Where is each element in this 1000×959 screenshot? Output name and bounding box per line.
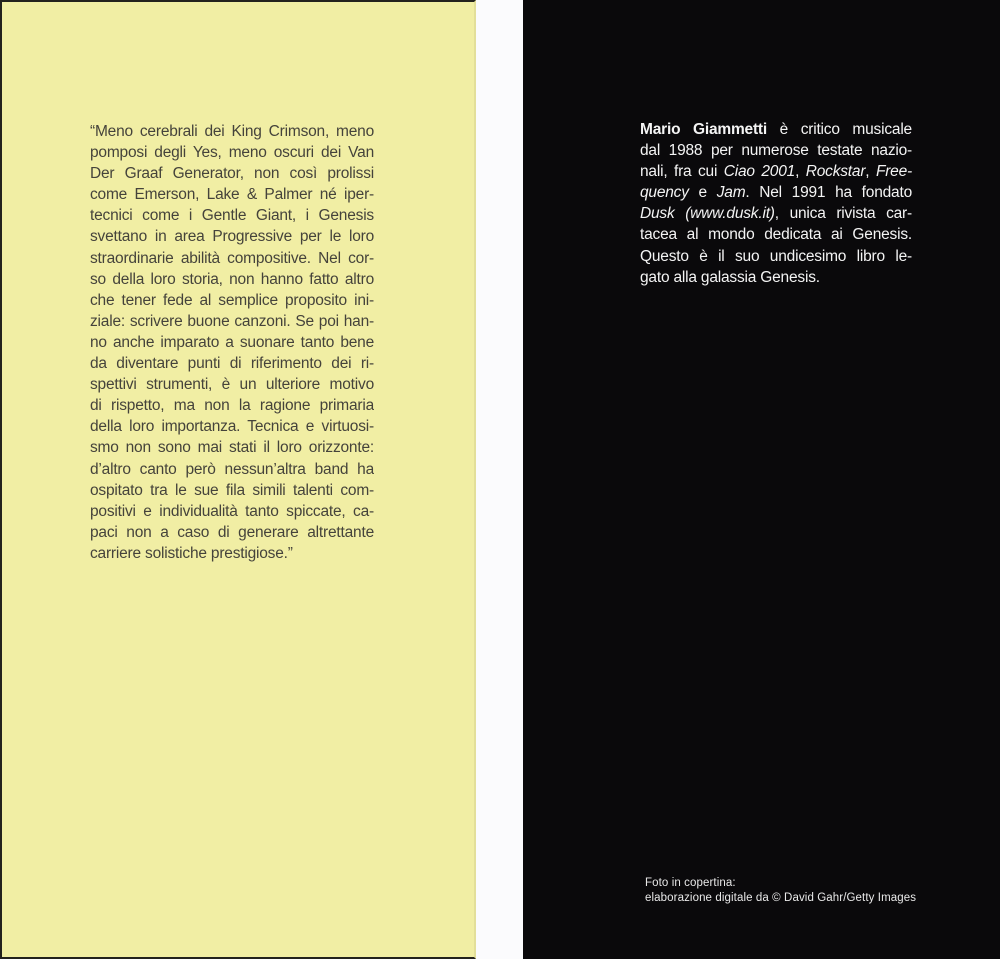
text-segment: ,	[795, 163, 806, 181]
text-line	[640, 224, 912, 245]
text-segment: straordinarie abilità compositive. Nel cor-	[90, 249, 374, 267]
text-line	[90, 501, 374, 522]
italic-text-segment: quency	[640, 184, 689, 202]
text-line	[90, 353, 374, 374]
text-segment: ospitato tra le sue fila simili talenti com-	[90, 481, 374, 499]
italic-text-segment: Rockstar	[805, 163, 866, 181]
text-segment: svettano in area Progressive per le loro	[90, 228, 374, 246]
text-line	[90, 142, 374, 163]
text-line	[640, 267, 912, 288]
text-segment: è critico musicale	[766, 121, 912, 138]
text-line	[640, 161, 912, 182]
text-segment: ,	[865, 163, 876, 181]
text-segment: dal 1988 per numerose testate nazio-	[640, 142, 912, 160]
text-line	[90, 332, 374, 353]
text-segment: so della loro storia, non hanno fatto altro	[90, 270, 374, 288]
text-segment: gato alla galassia Genesis.	[640, 268, 820, 286]
text-segment: spettivi strumenti, è un ulteriore motivo	[90, 376, 374, 394]
text-line	[90, 269, 374, 290]
text-segment: pomposi degli Yes, meno oscuri dei Van	[90, 144, 374, 162]
text-line	[640, 182, 912, 203]
italic-text-segment: Dusk (www.dusk.it)	[640, 205, 775, 223]
text-line	[640, 140, 912, 161]
text-segment: smo non sono mai stati il loro orizzonte:	[90, 439, 374, 457]
text-segment: come Emerson, Lake & Palmer né iper-	[90, 186, 374, 204]
text-segment: . Nel 1991 ha fondato	[745, 184, 912, 202]
text-segment: nali, fra cui	[640, 163, 724, 181]
text-line	[90, 311, 374, 332]
text-line	[90, 205, 374, 226]
text-line	[90, 416, 374, 437]
text-segment: d’altro canto però nessun’altra band ha	[90, 460, 374, 478]
text-line	[90, 374, 374, 395]
text-segment: di rispetto, ma non la ragione primaria	[90, 397, 374, 415]
text-segment: che tener fede al semplice proposito ini-	[90, 291, 374, 309]
bold-text-segment: Mario Giammetti	[640, 121, 767, 138]
text-segment: paci non a caso di generare altrettante	[90, 523, 374, 541]
text-line	[90, 248, 374, 269]
text-line	[90, 163, 374, 184]
text-line	[90, 395, 374, 416]
italic-text-segment: Free-	[875, 163, 912, 181]
text-line	[640, 203, 912, 224]
text-line	[90, 290, 374, 311]
text-line	[90, 437, 374, 458]
front-flap-panel	[523, 0, 1000, 959]
back-flap-panel	[0, 0, 476, 959]
photo-credit-line-1: Foto in copertina:	[645, 877, 736, 889]
text-segment: ziale: scrivere buone canzoni. Se poi han-	[90, 312, 374, 330]
text-segment: Questo è il suo undicesimo libro le-	[640, 247, 912, 265]
text-segment: carriere solistiche prestigiose.”	[90, 544, 293, 562]
text-segment: , unica rivista car-	[774, 205, 912, 223]
text-segment: positivi e individualità tanto spiccate, ca-	[90, 502, 374, 520]
text-line	[90, 226, 374, 247]
text-line	[90, 543, 374, 564]
text-segment: “Meno cerebrali dei King Crimson, meno	[90, 123, 374, 140]
text-segment: tecnici come i Gentle Giant, i Genesis	[90, 207, 374, 225]
text-line	[90, 184, 374, 205]
text-segment: no anche imparato a suonare tanto bene	[90, 333, 374, 351]
text-line	[90, 480, 374, 501]
text-line	[90, 522, 374, 543]
italic-text-segment: Ciao 2001	[723, 163, 796, 181]
text-line	[90, 459, 374, 480]
photo-credit-line-2: elaborazione digitale da © David Gahr/Getty Images	[645, 892, 917, 904]
text-segment: e	[688, 184, 717, 202]
text-line	[90, 121, 374, 142]
text-segment: Der Graaf Generator, non così prolissi	[90, 165, 374, 183]
text-segment: da diventare punti di riferimento dei ri-	[90, 355, 374, 373]
text-segment: della loro importanza. Tecnica e virtuosi-	[90, 418, 374, 436]
text-line	[640, 246, 912, 267]
italic-text-segment: Jam	[716, 184, 746, 202]
photo-credit-block	[645, 876, 916, 906]
press-quote-block	[90, 121, 374, 564]
author-bio-block	[640, 119, 912, 288]
text-line	[640, 119, 912, 140]
text-segment: tacea al mondo dedicata ai Genesis.	[640, 226, 912, 244]
